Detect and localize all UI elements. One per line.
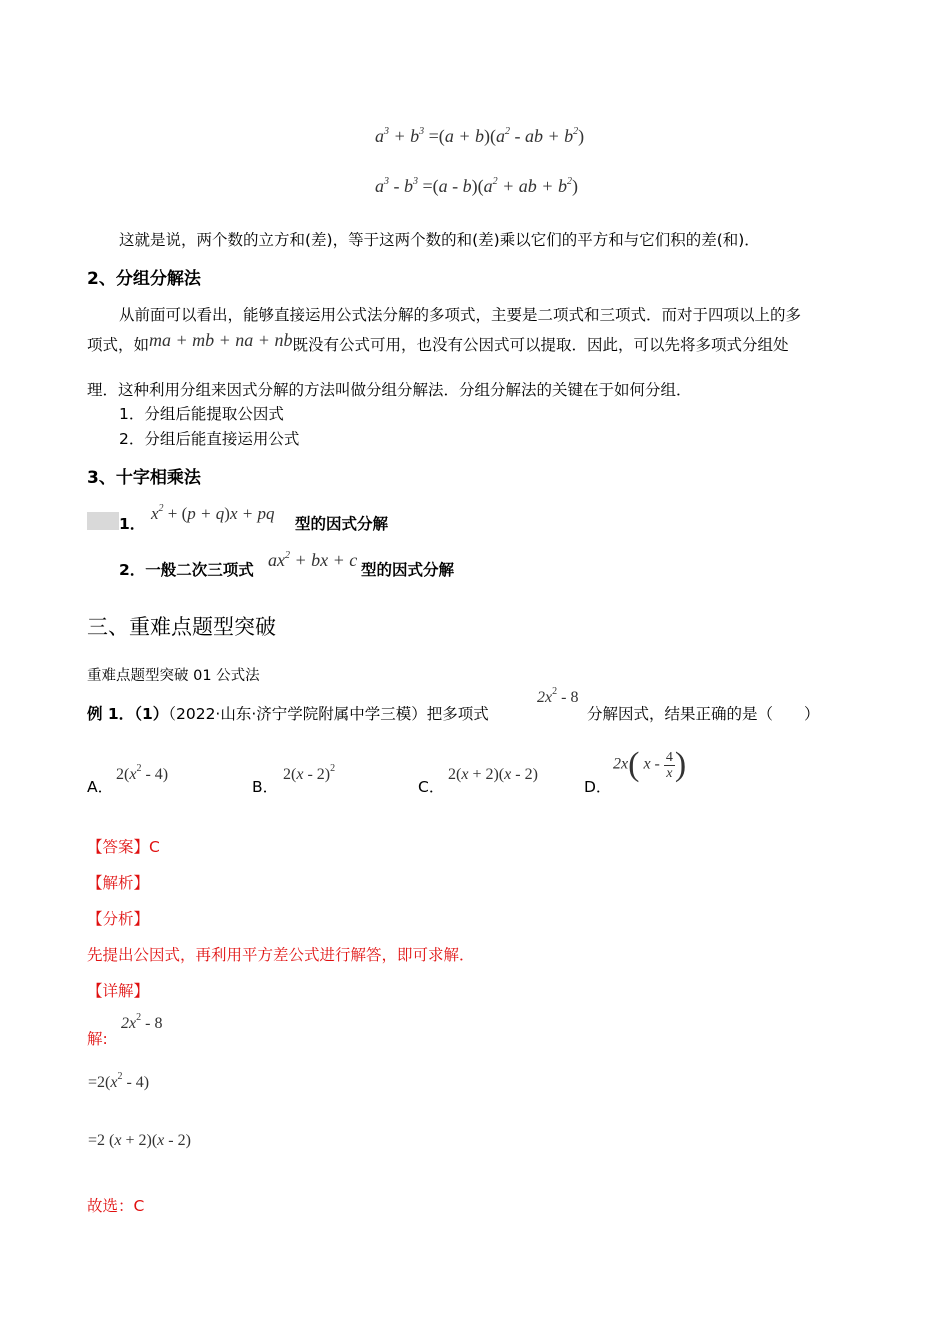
example-tail: 分解因式，结果正确的是（ ） bbox=[587, 705, 820, 723]
option-d-label: D． bbox=[584, 778, 612, 796]
section-3-title: 3、十字相乘法 bbox=[87, 468, 201, 488]
option-b-label: B． bbox=[252, 778, 279, 796]
sec2-line2-post: 既没有公式可用，也没有公因式可以提取．因此，可以先将多项式分组处 bbox=[292, 336, 789, 354]
cube-sum-formula: $a^3 + b^3 =(a + b)(a^2$ - ab + $b^2$) bbox=[375, 126, 585, 146]
analysis-label: 【解析】 bbox=[87, 874, 150, 892]
example-1-line bbox=[87, 702, 489, 724]
sec3-item-1-suffix: 型的因式分解 bbox=[295, 515, 389, 533]
solution-step-0: $2x^2 - 8$ bbox=[121, 1012, 163, 1032]
answer-line: 【答案】C bbox=[87, 838, 160, 856]
part-3-title: 三、重难点题型突破 bbox=[87, 615, 276, 639]
section-2-title: 2、分组分解法 bbox=[87, 269, 201, 289]
sec2-paragraph-line3: 理．这种利用分组来因式分解的方法叫做分组分解法．分组分解法的关键在于如何分组． bbox=[87, 381, 692, 399]
option-a-expr: $2(x^2 - 4)$ bbox=[116, 763, 169, 783]
option-d-expr: 2x( x - $\frac{4}{x}$ ) bbox=[613, 746, 687, 783]
cross-mult-formula-1: $x^2 + (p + q)x$ + pq bbox=[151, 503, 275, 523]
example-label: 例 1． bbox=[87, 705, 135, 723]
example-number: （1） bbox=[134, 705, 169, 723]
example-polynomial: $2x^2 - 8$ bbox=[537, 686, 579, 706]
cube-diff-formula: $a^3 - b^3 =(a - b)(a^2$ + ab + $b^2$) bbox=[375, 176, 578, 196]
option-b-expr: 2(x - 2)$^2$ bbox=[283, 763, 336, 783]
option-a-label: A． bbox=[87, 778, 114, 796]
grouping-example-math: ma + mb + na + nb bbox=[149, 330, 293, 350]
cube-explain: 这就是说，两个数的立方和(差)，等于这两个数的和(差)乘以它们的平方和与它们积的差(和)． bbox=[119, 231, 760, 249]
example-source: （2022·山东·济宁学院附属中学三模）把多项式 bbox=[168, 705, 489, 723]
sec3-item-2-suffix: 型的因式分解 bbox=[361, 561, 455, 579]
sec2-paragraph-line1: 从前面可以看出，能够直接运用公式法分解的多项式，主要是二项式和三项式．而对于四项以上的多 bbox=[119, 306, 802, 324]
jie-label: 解: bbox=[87, 1030, 108, 1048]
sec2-line2-pre: 项式，如 bbox=[87, 336, 150, 354]
quadratic-trinomial-formula: $ax^2$ + bx + c bbox=[268, 550, 358, 570]
fenxi-label: 【分析】 bbox=[87, 910, 150, 928]
solution-step-2: =2 (x + 2)(x - 2) bbox=[88, 1132, 191, 1149]
highlight-marker bbox=[87, 512, 119, 530]
sec3-item-1-num: 1． bbox=[119, 515, 146, 533]
fenxi-text: 先提出公因式，再利用平方差公式进行解答，即可求解． bbox=[87, 946, 475, 964]
option-c-expr: 2(x + 2)(x - 2) bbox=[448, 766, 538, 783]
detail-label: 【详解】 bbox=[87, 982, 150, 1000]
sec2-item-1: 1．分组后能提取公因式 bbox=[119, 405, 284, 423]
solution-step-1: $=2(x^2 - 4)$ bbox=[88, 1071, 150, 1091]
option-c-label: C． bbox=[418, 778, 445, 796]
sec3-item-2-pre: 2．一般二次三项式 bbox=[119, 561, 254, 579]
sub-title: 重难点题型突破 01 公式法 bbox=[87, 668, 260, 684]
sec2-item-2: 2．分组后能直接运用公式 bbox=[119, 430, 300, 448]
conclusion: 故选：C bbox=[87, 1197, 145, 1215]
sec2-paragraph-line2 bbox=[87, 330, 788, 355]
